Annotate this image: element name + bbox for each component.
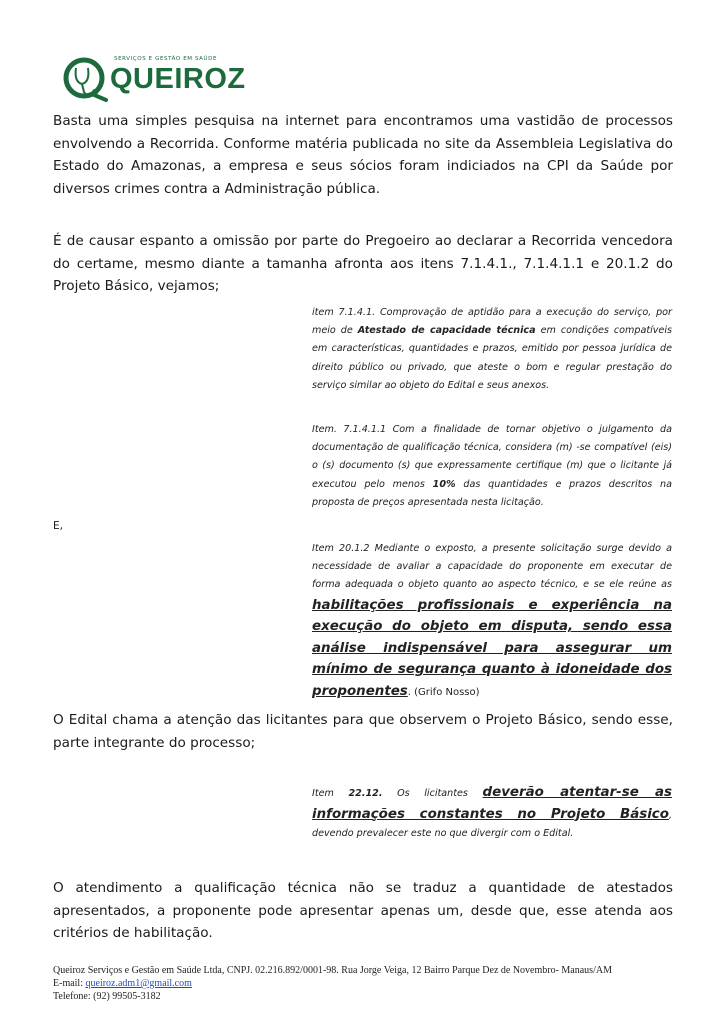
- quote-item-7-1-4-1: [312, 304, 672, 395]
- conjunction-label: E,: [53, 520, 63, 532]
- quote-emphasis: habilitações profissionais e experiência na execução do objeto em disputa, sendo essa análise indispensável para assegurar um mínimo de segurança quanto à idoneidade dos proponentes: [312, 597, 672, 699]
- quote-text: . (Grifo Nosso): [407, 686, 480, 698]
- page-footer: [53, 964, 612, 1003]
- logo-wordmark: QUEIROZ: [110, 63, 246, 95]
- quote-text: , devendo prevalecer este no que divergir com o Edital.: [312, 809, 672, 839]
- paragraph-2: É de causar espanto a omissão por parte do Pregoeiro ao declarar a Recorrida vencedora do certame, mesmo diante a tamanha afronta aos itens 7.1.4.1., 7.1.4.1.1 e 20.1.2 do Projeto Básico, vejamos;: [53, 233, 673, 294]
- footer-email-line: [53, 977, 612, 990]
- quote-text: Item: [312, 788, 349, 799]
- footer-phone: Telefone: (92) 99505-3182: [53, 991, 161, 1002]
- quote-item-7-1-4-1-1: [312, 421, 672, 512]
- quote-emphasis: deverão atentar-se as informações constantes no Projeto Básico: [312, 785, 673, 822]
- quote-text: item 7.1.4.1. Comprovação de aptidão para a execução do serviço, por meio de: [312, 307, 672, 337]
- quote-text: Item 20.1.2 Mediante o exposto, a presente solicitação surge devido a necessidade de avaliar a capacidade do proponente em executar de forma adequada o objeto quanto ao aspecto técnico, e se ele reúne as: [312, 543, 672, 591]
- logo-tagline: SERVIÇOS E GESTÃO EM SAÚDE: [114, 56, 218, 62]
- quote-text: Os licitantes: [382, 788, 483, 799]
- quote-text: Item. 7.1.4.1.1 Com a finalidade de tornar objetivo o julgamento da documentação de qualificação técnica, considera (m) -se compatível (eis) o (s) documento (s) que expressamente certifique (m) que o licitante já executou pelo menos: [312, 424, 672, 490]
- footer-email-link[interactable]: queiroz.adm1@gmail.com: [85, 978, 192, 989]
- quote-bold: 22.12.: [348, 788, 383, 799]
- stethoscope-logo-icon: [62, 54, 112, 104]
- quote-bold: Atestado de capacidade técnica: [357, 325, 536, 337]
- paragraph-1: Basta uma simples pesquisa na internet para encontramos uma vastidão de processos envolvendo a Recorrida. Conforme matéria publicada no site da Assembleia Legislativa do Estado do Amazonas, a empresa e seus sócios foram indiciados na CPI da Saúde por diversos crimes contra a Administração pública.: [53, 113, 673, 197]
- footer-email-label: E-mail:: [53, 978, 86, 989]
- quote-text: das quantidades e prazos descritos na proposta de preços apresentada nesta licitação.: [312, 478, 672, 508]
- quote-text: em condições compatíveis em características, quantidades e prazos, emitido por pessoa jurídica de direito público ou privado, que ateste o bom e regular prestação do serviço similar ao objeto do Edital e seus anexos.: [312, 325, 672, 391]
- footer-address: Queiroz Serviços e Gestão em Saúde Ltda, CNPJ. 02.216.892/0001-98. Rua Jorge Veiga, 12 Bairro Parque Dez de Novembro- Manaus/AM: [53, 965, 612, 976]
- quote-item-20-1-2: [312, 540, 672, 702]
- company-logo: [62, 54, 246, 104]
- quote-bold: 10%: [432, 478, 456, 490]
- quote-item-22-12: [312, 782, 672, 843]
- paragraph-3: O Edital chama a atenção das licitantes para que observem o Projeto Básico, sendo esse, parte integrante do processo;: [53, 712, 673, 751]
- paragraph-4: O atendimento a qualificação técnica não se traduz a quantidade de atestados apresentados, a proponente pode apresentar apenas um, desde que, esse atenda aos critérios de habilitação.: [53, 880, 673, 941]
